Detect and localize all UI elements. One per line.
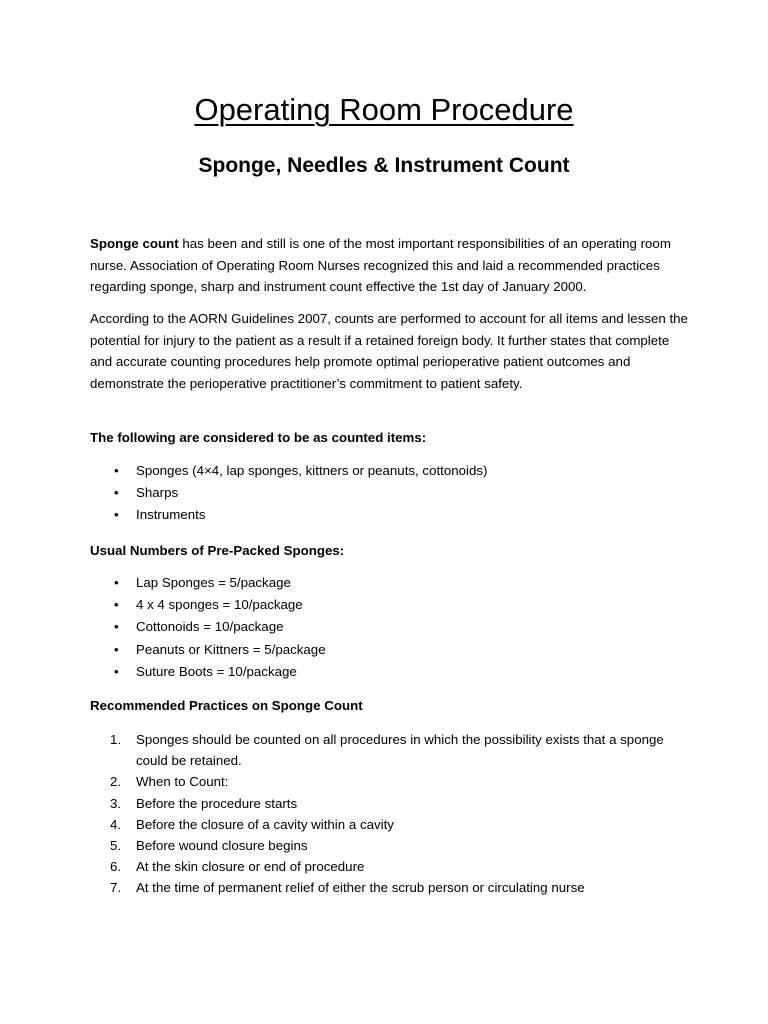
list-item-text: Peanuts or Kittners = 5/package (136, 641, 326, 657)
list-item-text: Suture Boots = 10/package (136, 663, 297, 679)
bullet-icon: • (114, 641, 119, 657)
list-item (90, 482, 690, 504)
list-item-text: Sharps (136, 485, 179, 501)
list-item (90, 877, 690, 898)
recommended-practices-list (90, 729, 690, 899)
list-item-text: 4 x 4 sponges = 10/package (136, 597, 303, 613)
list-item (90, 729, 690, 771)
list-item (90, 661, 690, 683)
bullet-icon: • (114, 485, 119, 501)
list-item-text: Instruments (136, 507, 206, 523)
bullet-icon: • (114, 507, 119, 523)
list-item-number: 7. (110, 880, 122, 896)
list-item (90, 856, 690, 877)
aorn-paragraph: According to the AORN Guidelines 2007, counts are performed to account for all items and lessen the potential for injury to the patient as a result if a retained foreign body. It further states that complete and accurate counting procedures help promote optimal perioperative patient outcomes and demonstrate the perioperative practitioner’s commitment to patient safety. (90, 311, 688, 391)
intro-lead: Sponge count (90, 236, 179, 251)
list-item (90, 793, 690, 814)
counted-items-heading: The following are considered to be as counted items: (90, 430, 427, 445)
bullet-icon: • (114, 463, 119, 478)
list-item (90, 460, 690, 482)
bullet-icon: • (114, 663, 119, 679)
list-item-number: 6. (110, 859, 122, 875)
list-item (90, 572, 690, 594)
list-item-text: When to Count: (136, 774, 229, 790)
list-item (90, 639, 690, 661)
list-item-text: Sponges (4×4, lap sponges, kittners or peanuts, cottonoids) (136, 463, 488, 478)
list-item (90, 835, 690, 856)
list-item (90, 814, 690, 835)
bullet-icon: • (114, 597, 119, 613)
list-item (90, 504, 690, 526)
list-item-number: 3. (110, 795, 122, 811)
list-item-text: Cottonoids = 10/package (136, 619, 284, 635)
bullet-icon: • (114, 619, 119, 635)
list-item-text: At the skin closure or end of procedure (136, 859, 365, 875)
list-item-text: Before the closure of a cavity within a cavity (136, 816, 394, 832)
page-subtitle: Sponge, Needles & Instrument Count (198, 154, 570, 177)
counted-items-list (90, 460, 690, 527)
list-item (90, 616, 690, 638)
list-item-number: 4. (110, 816, 122, 832)
list-item-text: Before the procedure starts (136, 795, 298, 811)
bullet-icon: • (114, 575, 119, 590)
list-item (90, 594, 690, 616)
list-item-text: At the time of permanent relief of either the scrub person or circulating nurse (136, 880, 585, 896)
list-item-number: 2. (110, 774, 122, 790)
usual-numbers-heading: Usual Numbers of Pre-Packed Sponges: (90, 543, 345, 558)
usual-numbers-list (90, 572, 690, 683)
list-item-number: 5. (110, 838, 122, 854)
intro-rest: has been and still is one of the most important responsibilities of an operating room nurse. Association of Operating Room Nurses recognized this and laid a recommended practices regarding sponge, sharp and instrument count effective the 1st day of January 2000. (90, 236, 671, 294)
intro-paragraph (90, 233, 690, 298)
page-title: Operating Room Procedure (194, 92, 574, 127)
list-item-text: Before wound closure begins (136, 838, 308, 854)
list-item-number: 1. (110, 732, 122, 747)
list-item-text: Lap Sponges = 5/package (136, 575, 291, 590)
list-item-text: Sponges should be counted on all procedures in which the possibility exists that a sponge could be retained. (136, 732, 664, 769)
recommended-practices-heading: Recommended Practices on Sponge Count (90, 698, 363, 713)
list-item (90, 771, 690, 792)
